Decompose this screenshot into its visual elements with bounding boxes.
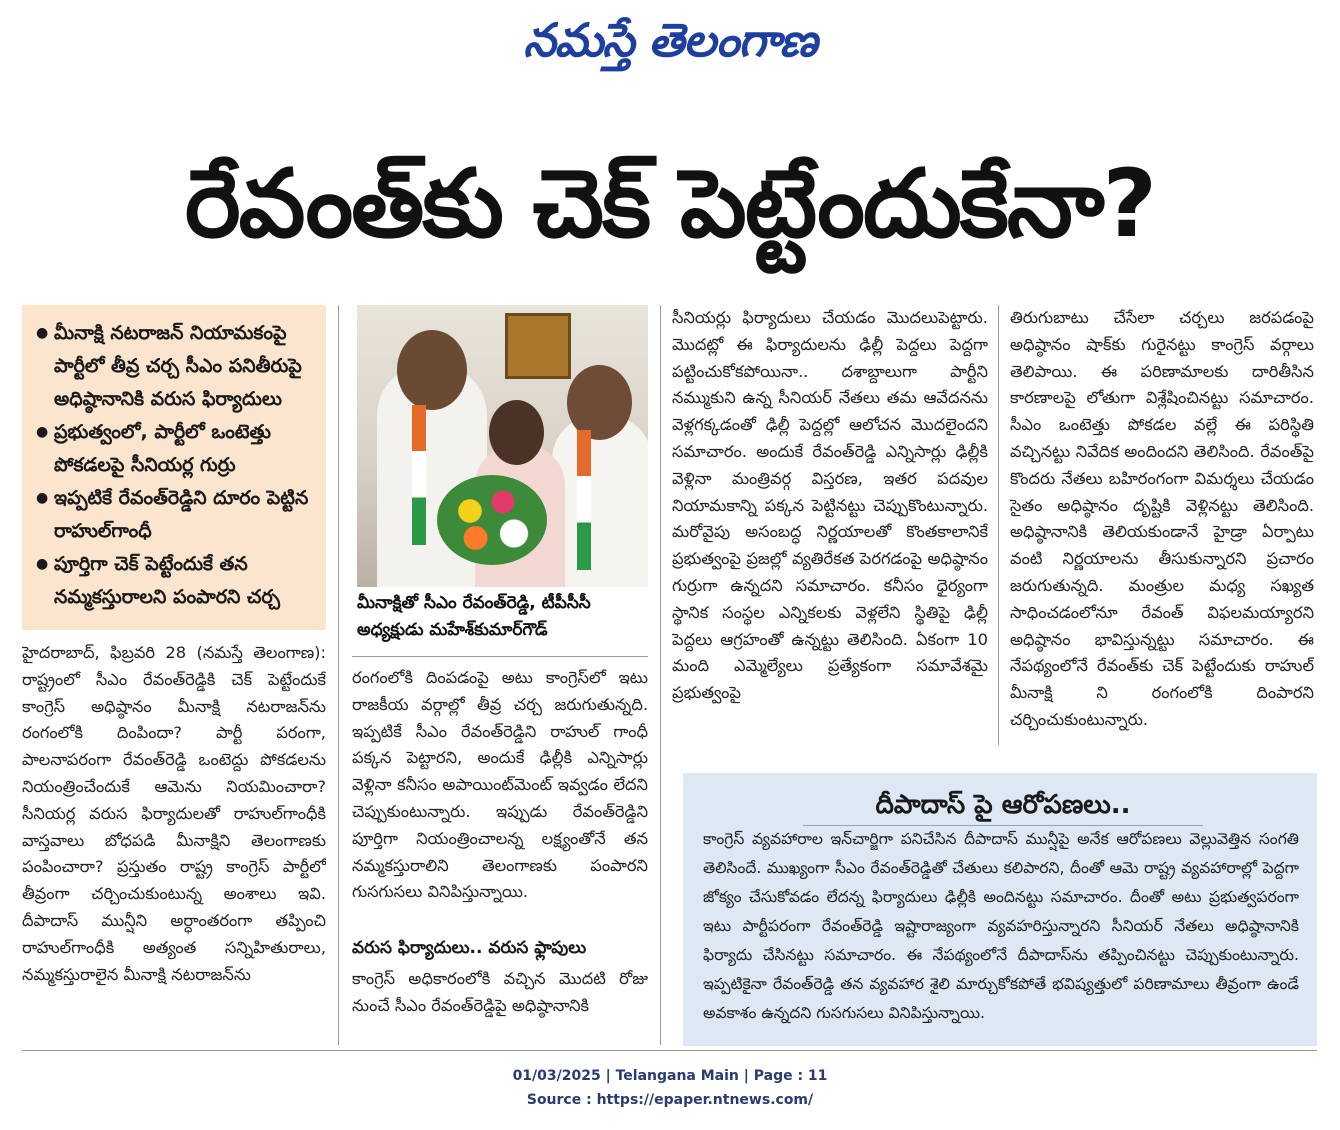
party-scarf	[412, 405, 426, 545]
bullet-icon: ●	[36, 325, 49, 341]
bullet-icon: ●	[36, 490, 49, 506]
bullet-icon: ●	[36, 556, 49, 572]
person-left-head	[397, 330, 467, 410]
article-column-4: తిరుగుబాటు చేసేలా చర్చలు జరపడంపై అధిష్ఠానం షాక్‌కు గురైనట్టు కాంగ్రెస్ వర్గాలు తెలిపాయి. ఈ పరిణామాలకు దారితీసిన కారణాలపై లోతుగా విశ్లేషించినట్టు సమాచారం. సీఎం ఒంటెత్తు పోకడల వల్లే ఈ పరిస్థితి వచ్చినట్టు నివేదిక అందిందని తెలిసింది. రేవంత్‌పై కొందరు నేతలు బహిరంగంగా విమర్శలు చేయడం సైతం అధిష్ఠానం దృష్టికి వెళ్లినట్టు తెలిసింది. అధిష్ఠానానికి తెలియకుండానే హైడ్రా ఏర్పాటు వంటి నిర్ణయాలను తీసుకున్నారని ప్రచారం జరుగుతున్నది. మంత్రుల మధ్య సఖ్యత సాధించడంలోనూ రేవంత్ విఫలమయ్యారని అధిష్ఠానం భావిస్తున్నట్టు సమాచారం. ఈ నేపథ్యంలోనే రేవంత్‌కు చెక్ పెట్టేందుకు రాహుల్ మీనాక్షి ని రంగంలోకి దింపారని చర్చించుకుంటున్నారు.	[1010, 308, 1314, 729]
person-center-head	[489, 400, 544, 465]
highlight-item: ● ఇప్పటికే రేవంత్‌రెడ్డిని దూరం పెట్టిన రాహుల్‌గాంధీ	[36, 482, 316, 548]
flower-bouquet	[437, 475, 547, 565]
bullet-icon: ●	[36, 424, 49, 440]
footer-source: Source : https://epaper.ntnews.com/	[526, 1092, 814, 1108]
highlights-box	[22, 305, 326, 630]
article-column-1: హైదరాబాద్, ఫిబ్రవరి 28 (నమస్తే తెలంగాణ): రాష్ట్రంలో సీఎం రేవంత్‌రెడ్డికి చెక్ పెట్టేందుకే కాంగ్రెస్ అధిష్ఠానం మీనాక్షి నటరాజన్‌ను రంగంలోకి దింపిందా? పార్టీ పరంగా, పాలనాపరంగా రేవంత్‌రెడ్డి ఒంటెద్దు పోకడలను నియంత్రించేందుకే ఆమెను నియమించారా? సీనియర్ల వరుస ఫిర్యాదులతో రాహుల్‌గాంధీకి వాస్తవాలు బోధపడి మీనాక్షిని తెలంగాణకు పంపించారా? ప్రస్తుతం రాష్ట్ర కాంగ్రెస్ పార్టీలో తీవ్రంగా చర్చించుకుంటున్న అంశాలు ఇవి. దీపాదాస్ మున్షీని అర్ధాంతరంగా తప్పించి రాహుల్‌గాంధీకి అత్యంత సన్నిహితురాలు, నమ్మకస్తురాలైన మీనాక్షి నటరాజన్‌ను	[22, 643, 326, 984]
footer-rule	[22, 1050, 1317, 1051]
article-column-3: సీనియర్లు ఫిర్యాదులు చేయడం మొదలుపెట్టారు. మొదట్లో ఈ ఫిర్యాదులను ఢిల్లీ పెద్దలు పెద్దగా పట్టించుకోకపోయినా.. దశాబ్దాలుగా పార్టీని నమ్ముకుని ఉన్న సీనియర్ నేతలు తమ ఆవేదనను వెళ్లగక్కడంతో ఢిల్లీ పెద్దల్లో ఆలోచన మొదలైందని సమాచారం. అందుకే రేవంత్‌రెడ్డి ఎన్నిసార్లు ఢిల్లీకి వెళ్లినా మంత్రివర్గ విస్తరణ, ఇతర పదవుల నియామకాన్ని పక్కన పెట్టినట్టు చెప్పుకొంటున్నారు. మరోవైపు అసంబద్ధ నిర్ణయాలతో కొంతకాలానికే ప్రభుత్వంపై ప్రజల్లో వ్యతిరేకత పెరగడంపై అధిష్ఠానం గుర్రుగా ఉన్నదని సమాచారం. కనీసం ధైర్యంగా స్థానిక సంస్థల ఎన్నికలకు వెళ్లలేని స్థితిపై ఢిల్లీ పెద్దలు ఆగ్రహంతో ఉన్నట్టు తెలిసింది. ఏకంగా 10 మంది ఎమ్మెల్యేలు ప్రత్యేకంగా సమావేశమై ప్రభుత్వంపై	[672, 308, 988, 703]
section-divider	[352, 656, 648, 657]
headline: రేవంత్‌కు చెక్ పెట్టేందుకేనా?	[184, 150, 1156, 259]
article-column-2: రంగంలోకి దింపడంపై అటు కాంగ్రెస్‌లో ఇటు రాజకీయ వర్గాల్లో తీవ్ర చర్చ జరుగుతున్నది. ఇప్పటికే సీఎం రేవంత్‌రెడ్డిని రాహుల్ గాంధీ పక్కన పెట్టారని, అందుకే ఢిల్లీకి ఎన్నిసార్లు వెళ్లినా కనీసం అపాయింట్‌మెంట్ ఇవ్వడం లేదని చెప్పుకుంటున్నారు. ఇప్పుడు రేవంత్‌రెడ్డిని పూర్తిగా నియంత్రించాలన్న లక్ష్యంతోనే తన నమ్మకస్తురాలిని తెలంగాణకు పంపారని గుసగుసలు వినిపిస్తున్నాయి.	[352, 668, 648, 902]
news-photo	[357, 305, 648, 587]
column-divider	[338, 305, 339, 1045]
sidebar-box-text: కాంగ్రెస్ వ్యవహారాల ఇన్‌చార్జిగా పనిచేసిన దీపాదాస్ మున్షీపై అనేక ఆరోపణలు వెల్లువెత్తిన సంగతి తెలిసిందే. ముఖ్యంగా సీఎం రేవంత్‌రెడ్డితో చేతులు కలిపారని, దీంతో ఆమె రాష్ట్ర వ్యవహారాల్లో పెద్దగా జోక్యం చేసుకోవడం లేదన్న ఫిర్యాదులు ఢిల్లీకి అందినట్టు సమాచారం. దీంతో అటు ప్రభుత్వపరంగా ఇటు పార్టీపరంగా రేవంత్‌రెడ్డి ఇష్టారాజ్యంగా వ్యవహరిస్తున్నారని సీనియర్ నేతలు అధిష్ఠానానికి ఫిర్యాదు చేసినట్టు సమాచారం. ఈ నేపథ్యంలోనే దీపాదాస్‌ను తప్పించినట్టు చెప్పుకుంటున్నారు. ఇప్పటికైనా రేవంత్‌రెడ్డి తన వ్యవహార శైలి మార్చుకోకపోతే భవిష్యత్తులో పరిణామాలు తీవ్రంగా ఉండే అవకాశం ఉన్నదని గుసగుసలు వినిపిస్తున్నాయి.	[703, 830, 1299, 1022]
photo-caption: మీనాక్షితో సీఎం రేవంత్‌రెడ్డి, టీపీసీసీ అధ్యక్షుడు మహేశ్‌కుమార్‌గౌడ్	[357, 593, 591, 640]
highlight-item: ● ప్రభుత్వంలో, పార్టీలో ఒంటెత్తు పోకడలపై సీనియర్ల గుర్రు	[36, 416, 316, 482]
sidebar-box	[683, 773, 1317, 1046]
sidebar-box-title: దీపాదాస్ పై ఆరోపణలు..	[875, 790, 1131, 820]
wall-painting	[505, 313, 571, 379]
footer-date-page: 01/03/2025 | Telangana Main | Page : 11	[512, 1068, 828, 1084]
column-divider	[660, 305, 661, 1045]
highlight-item: ● పూర్తిగా చెక్ పెట్టేందుకే తన నమ్మకస్తురాలని పంపారని చర్చ	[36, 548, 316, 614]
section-subheading: వరుస ఫిర్యాదులు.. వరుస ఫ్లాపులు	[352, 938, 587, 958]
column-divider	[998, 305, 999, 745]
masthead-logo: నమస్తే తెలంగాణ	[523, 13, 817, 67]
party-scarf	[577, 430, 591, 570]
person-right	[552, 415, 648, 587]
person-right-head	[567, 365, 632, 440]
highlight-item: ● మీనాక్షి నటరాజన్ నియామకంపై పార్టీలో తీవ్ర చర్చ సీఎం పనితీరుపై అధిష్ఠానానికి వరుస ఫిర్యాదులు	[36, 317, 316, 416]
article-column-2b: కాంగ్రెస్ అధికారంలోకి వచ్చిన మొదటి రోజు నుంచే సీఎం రేవంత్‌రెడ్డిపై అధిష్ఠానానికి	[352, 969, 648, 1015]
